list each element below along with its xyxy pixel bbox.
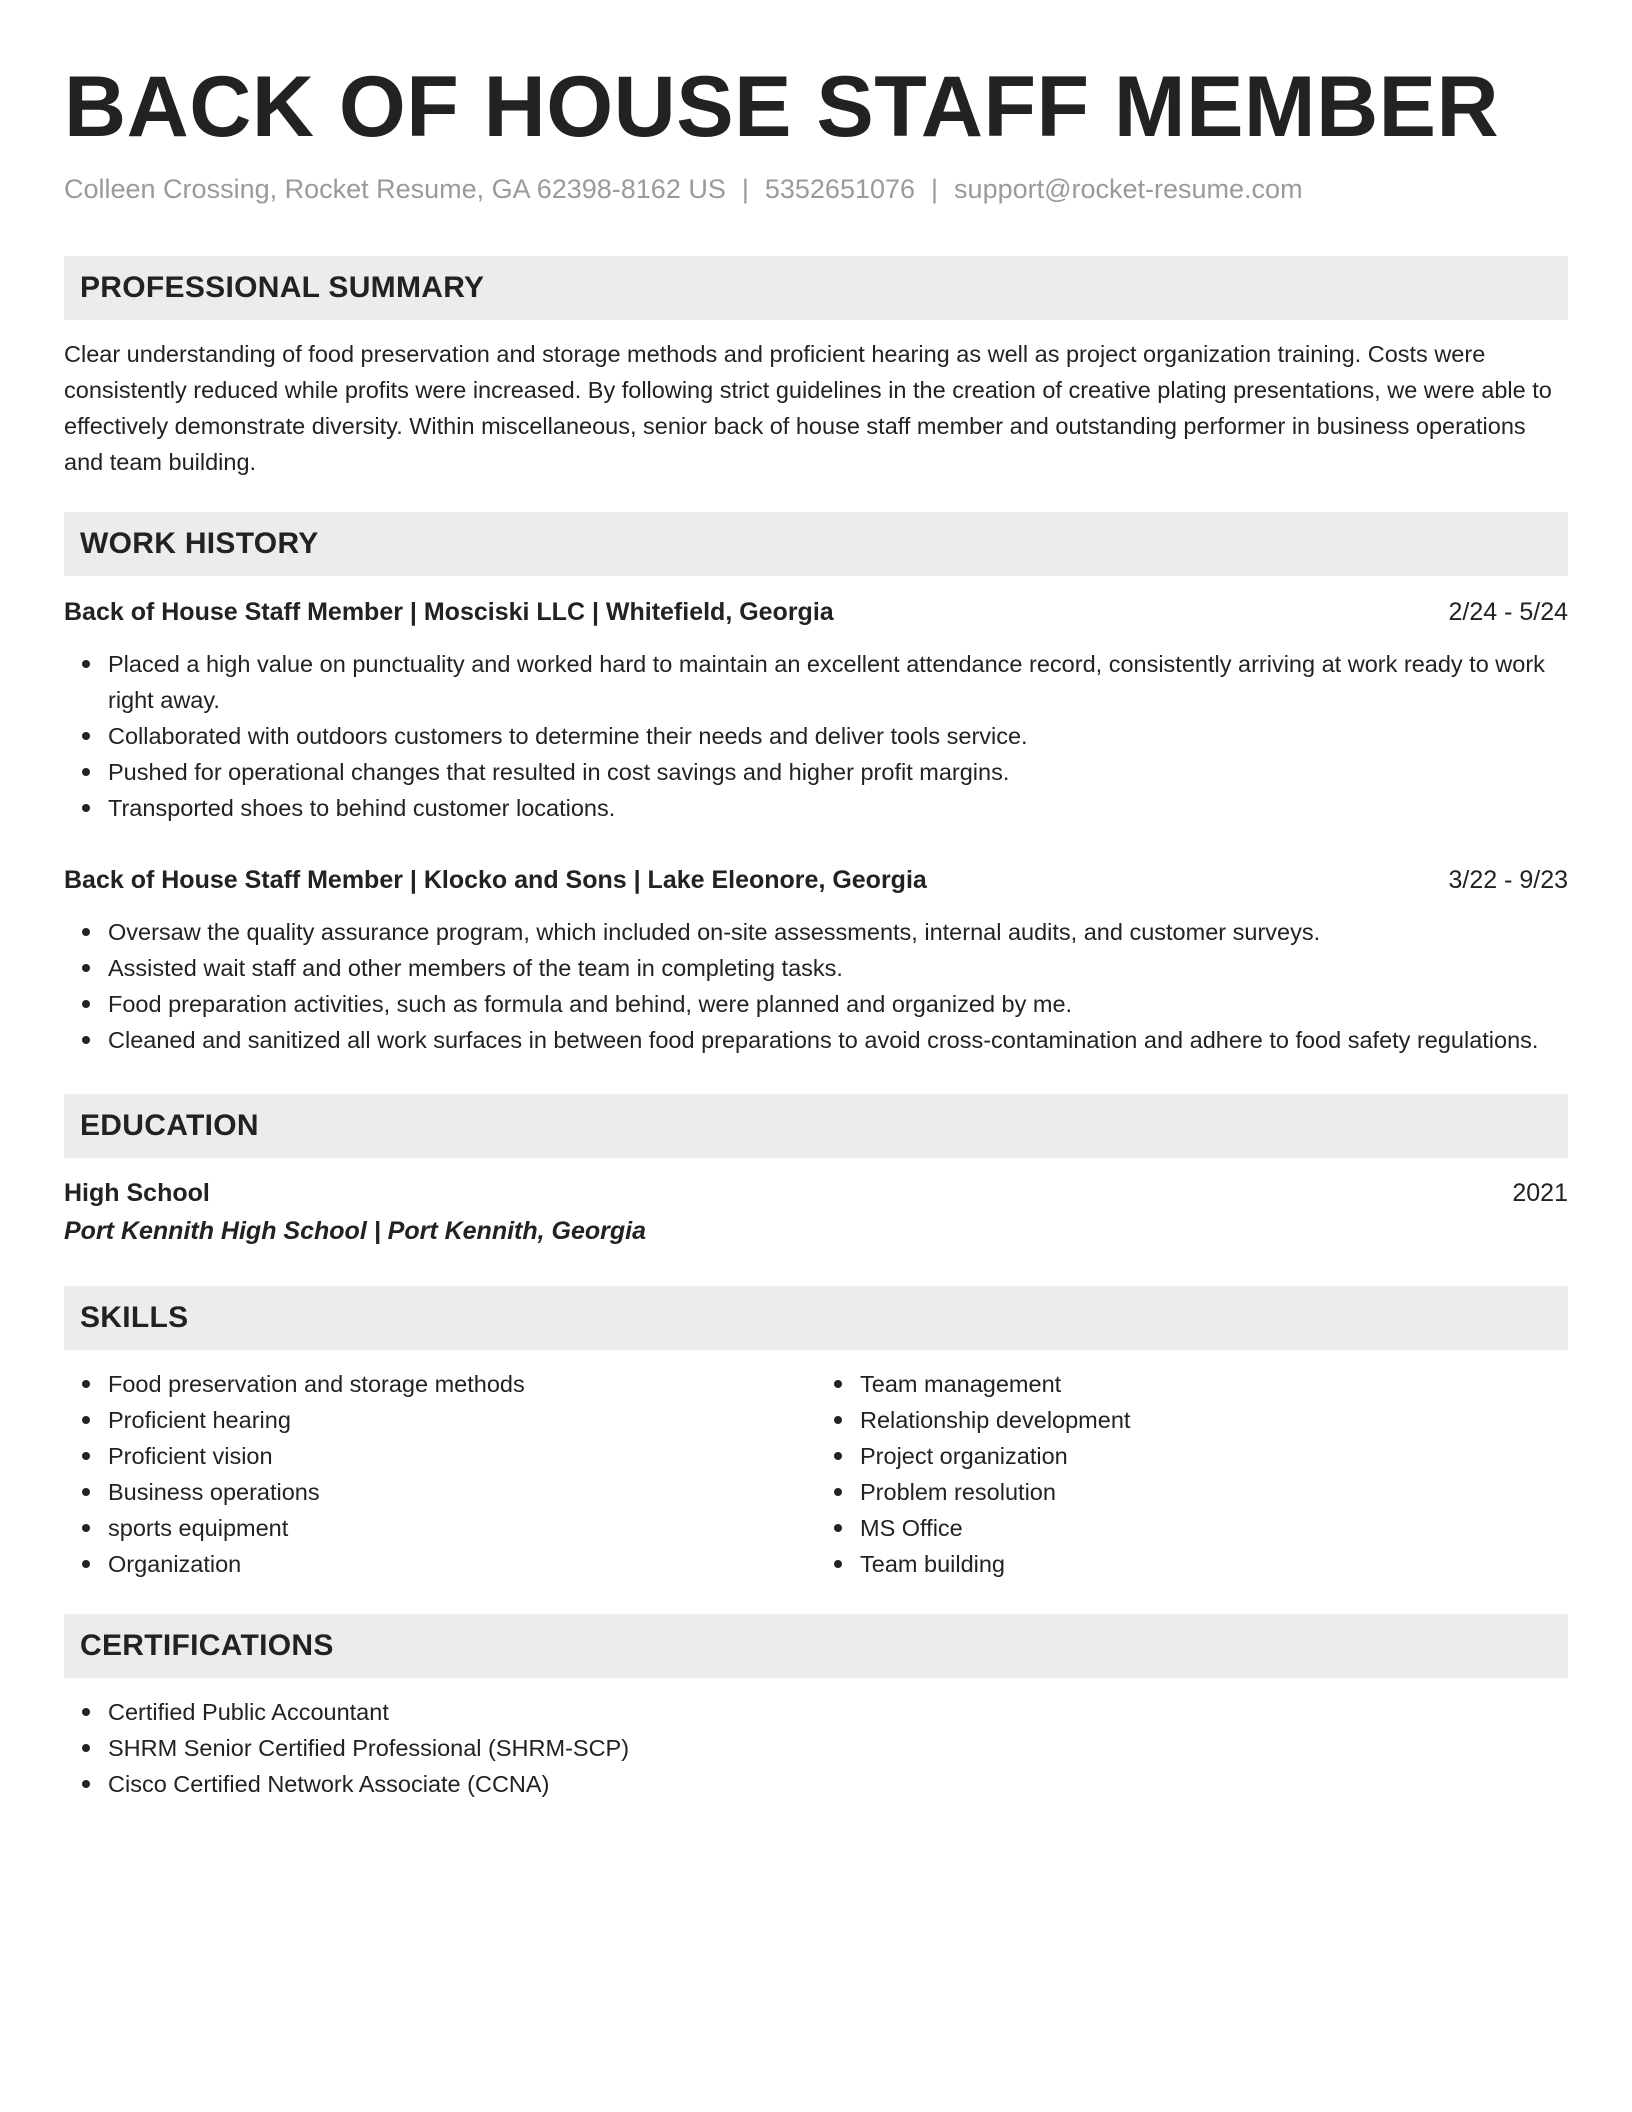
list-item: Proficient hearing [108, 1402, 816, 1438]
contact-phone: 5352651076 [764, 174, 916, 204]
skills-list-left [64, 1366, 816, 1582]
contact-separator: | [931, 174, 939, 204]
list-item: Oversaw the quality assurance program, which included on-site assessments, internal audits, and customer surveys. [108, 914, 1568, 950]
education-school: Port Kennith High School | Port Kennith, Georgia [64, 1217, 646, 1245]
list-item: Team building [860, 1546, 1568, 1582]
list-item: Pushed for operational changes that resulted in cost savings and higher profit margins. [108, 754, 1568, 790]
list-item: Business operations [108, 1474, 816, 1510]
resume-title: BACK OF HOUSE STAFF MEMBER [64, 59, 1500, 155]
list-item: Proficient vision [108, 1438, 816, 1474]
job-title: Back of House Staff Member | Klocko and Sons | Lake Eleonore, Georgia [64, 866, 927, 894]
skills-list-right [816, 1366, 1568, 1582]
education-entry [64, 1174, 1568, 1250]
contact-separator: | [741, 174, 749, 204]
job-header [64, 862, 1568, 898]
list-item: sports equipment [108, 1510, 816, 1546]
education-degree: High School [64, 1179, 210, 1207]
list-item: Relationship development [860, 1402, 1568, 1438]
list-item: Certified Public Accountant [108, 1694, 1568, 1730]
section-header-skills: SKILLS [64, 1286, 1568, 1350]
job-header [64, 594, 1568, 630]
section-header-education: EDUCATION [64, 1094, 1568, 1158]
certifications-list [64, 1694, 1568, 1802]
job-dates: 3/22 - 9/23 [1448, 866, 1568, 894]
section-header-summary: PROFESSIONAL SUMMARY [64, 256, 1568, 320]
section-header-work-history: WORK HISTORY [64, 512, 1568, 576]
list-item: Team management [860, 1366, 1568, 1402]
education-header [64, 1174, 1568, 1212]
list-item: Transported shoes to behind customer locations. [108, 790, 1568, 826]
list-item: Problem resolution [860, 1474, 1568, 1510]
list-item: Food preparation activities, such as formula and behind, were planned and organized by me. [108, 986, 1568, 1022]
list-item: Collaborated with outdoors customers to determine their needs and deliver tools service. [108, 718, 1568, 754]
list-item: SHRM Senior Certified Professional (SHRM-SCP) [108, 1730, 1568, 1766]
education-year: 2021 [1512, 1179, 1568, 1207]
skills-columns [64, 1350, 1568, 1582]
list-item: Project organization [860, 1438, 1568, 1474]
job-entry [64, 594, 1568, 826]
list-item: Cisco Certified Network Associate (CCNA) [108, 1766, 1568, 1802]
list-item: Cleaned and sanitized all work surfaces in between food preparations to avoid cross-contamination and adhere to food safety regulations. [108, 1022, 1568, 1058]
contact-email: support@rocket-resume.com [954, 174, 1303, 204]
job-bullets [64, 914, 1568, 1058]
list-item: Food preservation and storage methods [108, 1366, 816, 1402]
list-item: MS Office [860, 1510, 1568, 1546]
section-header-certifications: CERTIFICATIONS [64, 1614, 1568, 1678]
job-dates: 2/24 - 5/24 [1448, 598, 1568, 626]
list-item: Placed a high value on punctuality and worked hard to maintain an excellent attendance record, consistently arriving at work ready to work right away. [108, 646, 1568, 718]
job-entry [64, 862, 1568, 1058]
job-title: Back of House Staff Member | Mosciski LLC | Whitefield, Georgia [64, 598, 834, 626]
list-item: Assisted wait staff and other members of the team in completing tasks. [108, 950, 1568, 986]
list-item: Organization [108, 1546, 816, 1582]
contact-address: Colleen Crossing, Rocket Resume, GA 62398-8162 US [64, 174, 726, 204]
job-bullets [64, 646, 1568, 826]
summary-text: Clear understanding of food preservation and storage methods and proficient hearing as well as project organization training. Costs were consistently reduced while profits were increased. By following strict guidelines in the creation of creative plating presentations, we were able to effectively demonstrate diversity. Within miscellaneous, senior back of house staff member and outstanding performer in business operations and team building. [64, 341, 1552, 475]
contact-line [64, 172, 1568, 206]
